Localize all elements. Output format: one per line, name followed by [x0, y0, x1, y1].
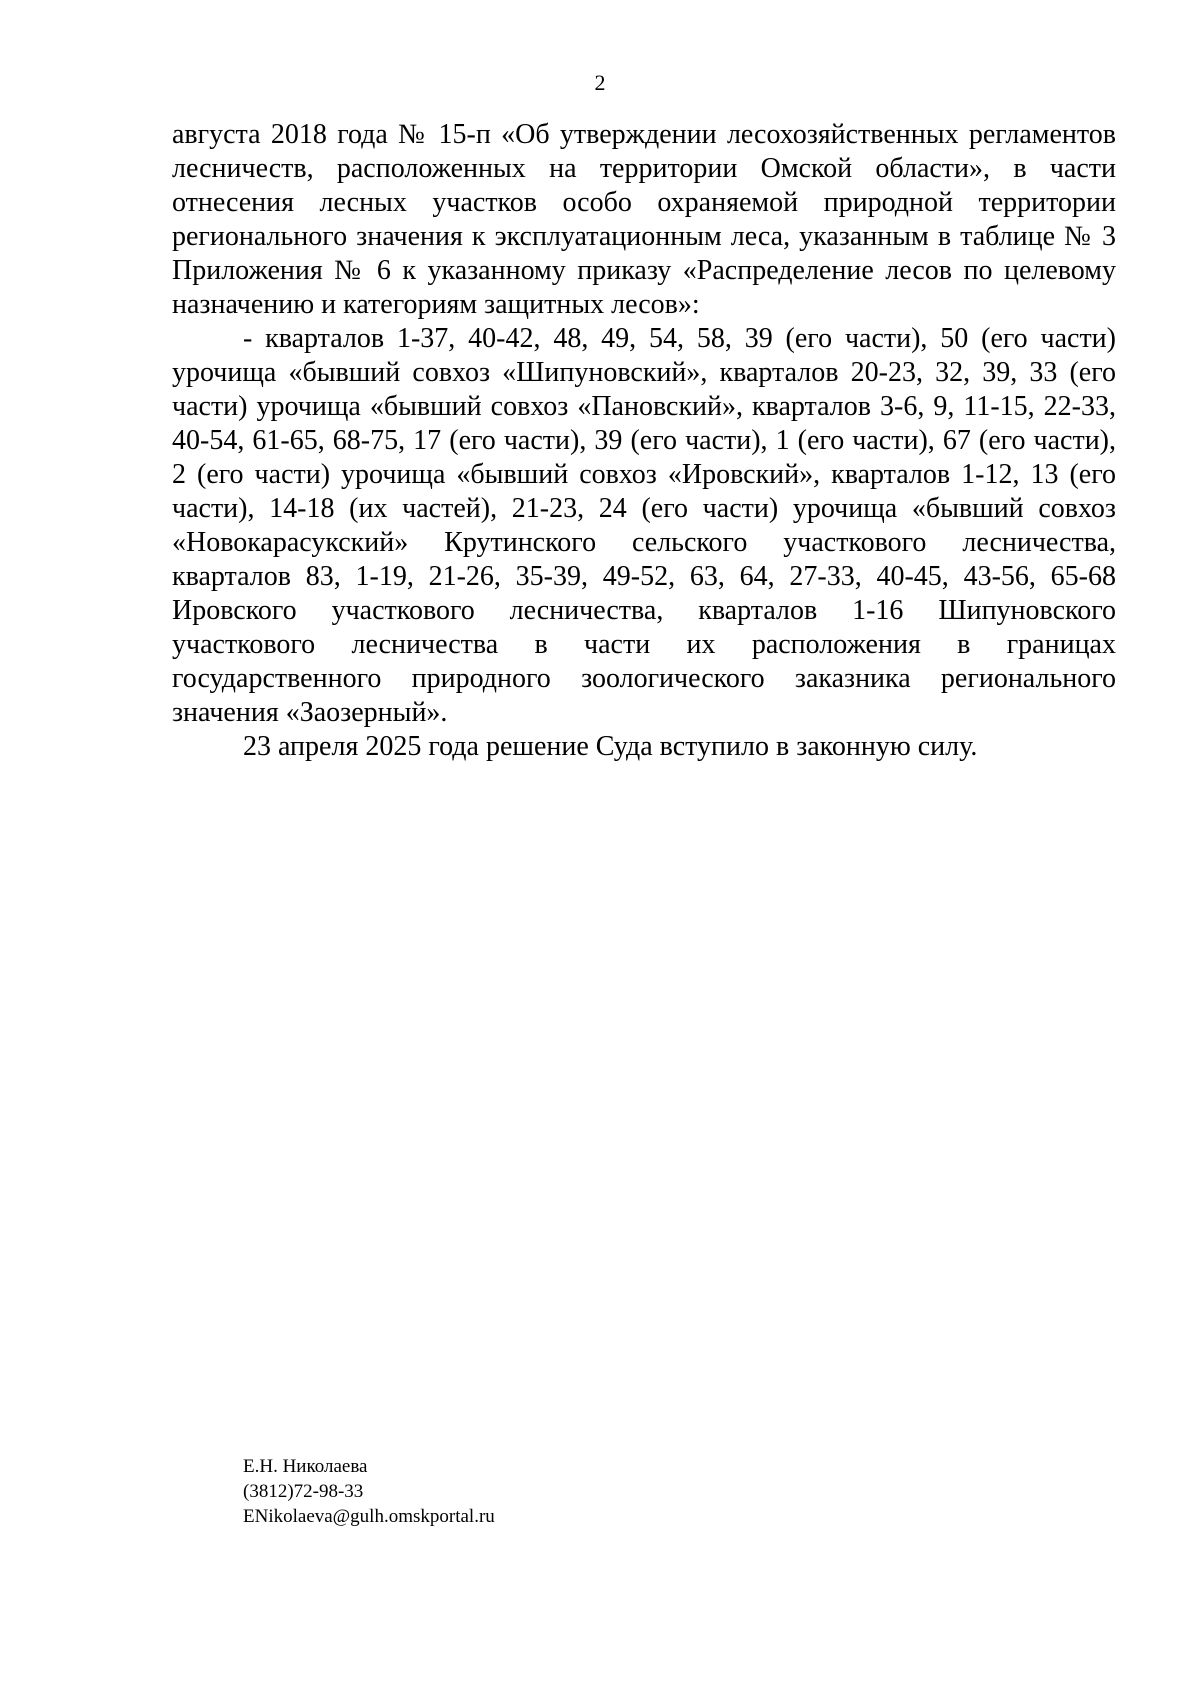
executor-email: ENikolaeva@gulh.omskportal.ru	[243, 1506, 495, 1527]
paragraph-order-reference: августа 2018 года № 15-п «Об утверждении лесохозяйственных регламентов лесничеств, расположенных на территории Омской области», в части отнесения лесных участков особо охраняемой природной территории регионального значения к эксплуатационным леса, указанным в таблице № 3 Приложения № 6 к указанному приказу «Распределение лесов по целевому назначению и категориям защитных лесов»:	[172, 119, 1116, 320]
paragraph-quarters-list: - кварталов 1-37, 40-42, 48, 49, 54, 58, 39 (его части), 50 (его части) урочища «бывший совхоз «Шипуновский», кварталов 20-23, 32, 39, 33 (его части) урочища «бывший совхоз «Пановский», кварталов 3-6, 9, 11-15, 22-33, 40-54, 61-65, 68-75, 17 (его части), 39 (его части), 1 (его части), 67 (его части), 2 (его части) урочища «бывший совхоз «Ировский», кварталов 1-12, 13 (его части), 14-18 (их частей), 21-23, 24 (его части) урочища «бывший совхоз «Новокарасукский» Крутинского сельского участкового лесничества, кварталов 83, 1-19, 21-26, 35-39, 49-52, 63, 64, 27-33, 40-45, 43-56, 65-68 Ировского участкового лесничества, кварталов 1-16 Шипуновского участкового лесничества в части их расположения в границах государственного природного зоологического заказника регионального значения «Заозерный».	[172, 323, 1116, 728]
executor-phone: (3812)72-98-33	[243, 1481, 364, 1502]
paragraph-court-decision-date: 23 апреля 2025 года решение Суда вступило в законную силу.	[243, 731, 978, 762]
executor-name: Е.Н. Николаева	[243, 1456, 368, 1477]
document-body	[172, 118, 1116, 764]
page-number: 2	[594, 70, 606, 95]
executor-block	[243, 1454, 743, 1529]
